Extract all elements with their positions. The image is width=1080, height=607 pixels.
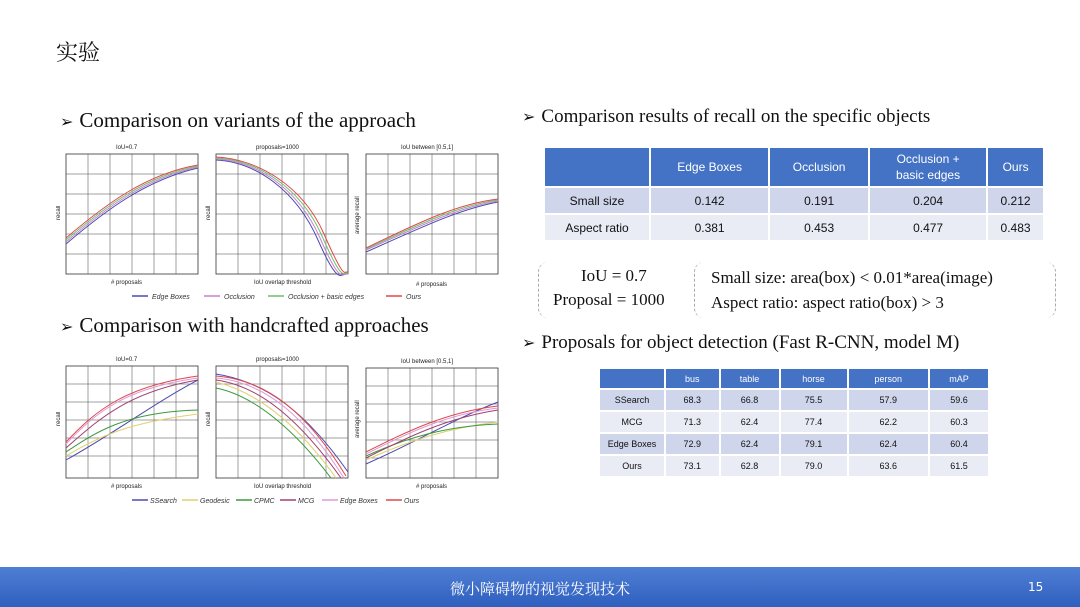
handcrafted-plot-2: [206, 357, 348, 490]
table-cell: 75.5: [781, 390, 847, 410]
table-cell: 62.4: [849, 434, 929, 454]
section-variants-heading: ➢ Comparison on variants of the approach: [60, 108, 416, 132]
section-detection-text: Proposals for object detection (Fast R-CNN, model M): [541, 332, 960, 353]
table-header-cell: Occlusion + basic edges: [870, 148, 986, 186]
x-label: # proposals: [416, 282, 448, 288]
table-header-cell: Edge Boxes: [651, 148, 768, 186]
handcrafted-legend: [132, 498, 420, 505]
table-cell: 0.477: [870, 215, 986, 240]
table-cell: Small size: [545, 188, 649, 213]
y-label: recall: [206, 411, 212, 426]
table-cell: 0.142: [651, 188, 768, 213]
plot-title: IoU=0.7: [116, 145, 138, 151]
x-label: # proposals: [111, 280, 143, 286]
legend-label: Edge Boxes: [340, 498, 378, 505]
table-cell: 60.3: [930, 412, 988, 432]
table-cell: 79.1: [781, 434, 847, 454]
plot-title: IoU=0.7: [116, 357, 138, 363]
handcrafted-figure: [56, 352, 506, 512]
table-cell: 77.4: [781, 412, 847, 432]
table-cell: 61.5: [930, 456, 988, 476]
table-cell: 60.4: [930, 434, 988, 454]
section-detection-heading: ➢ Proposals for object detection (Fast R-CNN, model M): [522, 332, 960, 353]
variants-plot-1: [56, 145, 198, 286]
plot-title: IoU between [0.5,1]: [401, 145, 454, 151]
table-cell: 79.0: [781, 456, 847, 476]
table-header-cell: horse: [781, 369, 847, 388]
table-cell: 66.8: [721, 390, 779, 410]
legend-label: Occlusion + basic edges: [288, 294, 365, 301]
detection-table: [598, 367, 990, 478]
table-header-row: [600, 369, 988, 388]
table-cell: Edge Boxes: [600, 434, 664, 454]
note-right-box: [694, 262, 1056, 318]
table-cell: 62.4: [721, 434, 779, 454]
table-cell: MCG: [600, 412, 664, 432]
variants-figure: [56, 140, 506, 308]
table-cell: 72.9: [666, 434, 719, 454]
y-label: average recall: [355, 196, 361, 234]
table-header-cell: Ours: [988, 148, 1043, 186]
page-number: 15: [1028, 580, 1044, 594]
table-row: [545, 188, 1043, 213]
table-header-cell: Occlusion: [770, 148, 868, 186]
table-cell: 68.3: [666, 390, 719, 410]
table-cell: 63.6: [849, 456, 929, 476]
y-label: recall: [206, 205, 212, 220]
table-cell: 57.9: [849, 390, 929, 410]
table-header-cell: table: [721, 369, 779, 388]
table-cell: SSearch: [600, 390, 664, 410]
legend-label: Geodesic: [200, 498, 230, 505]
note-proposal: Proposal = 1000: [553, 290, 665, 309]
table-row: [600, 390, 988, 410]
table-cell: 62.8: [721, 456, 779, 476]
table-cell: 0.483: [988, 215, 1043, 240]
table-cell: 73.1: [666, 456, 719, 476]
section-variants-text: Comparison on variants of the approach: [79, 108, 416, 132]
table-cell: 71.3: [666, 412, 719, 432]
table-row: [600, 434, 988, 454]
variants-plot-3: [355, 145, 498, 288]
table-cell: 59.6: [930, 390, 988, 410]
y-label: average recall: [355, 400, 361, 438]
plot-title: IoU between [0.5,1]: [401, 359, 454, 365]
variants-legend: [132, 294, 422, 301]
section-recall-text: Comparison results of recall on the specific objects: [541, 106, 931, 127]
handcrafted-plot-3: [355, 359, 498, 490]
table-row: [600, 412, 988, 432]
table-header-cell: [545, 148, 649, 186]
plot-title: proposals=1000: [256, 357, 299, 363]
x-label: # proposals: [416, 484, 448, 490]
section-handcrafted-heading: ➢ Comparison with handcrafted approaches: [60, 313, 429, 337]
table-cell: Ours: [600, 456, 664, 476]
table-cell: 0.381: [651, 215, 768, 240]
table-cell: 0.212: [988, 188, 1043, 213]
legend-label: MCG: [298, 498, 315, 505]
note-iou: IoU = 0.7: [581, 266, 647, 285]
recall-table: [543, 146, 1045, 242]
table-row: [600, 456, 988, 476]
section-recall-heading: ➢ Comparison results of recall on the specific objects: [522, 106, 931, 127]
table-cell: 0.453: [770, 215, 868, 240]
note-left-box: [538, 262, 693, 318]
footer-title: 微小障碍物的视觉发现技术: [449, 580, 630, 598]
section-handcrafted-text: Comparison with handcrafted approaches: [79, 313, 429, 337]
note-small-size: Small size: area(box) < 0.01*area(image): [711, 268, 993, 287]
table-cell: 62.4: [721, 412, 779, 432]
table-header-row: [545, 148, 1043, 186]
handcrafted-plot-1: [56, 357, 198, 490]
table-row: [545, 215, 1043, 240]
x-label: IoU overlap threshold: [254, 280, 312, 286]
table-cell: 62.2: [849, 412, 929, 432]
legend-label: SSearch: [150, 498, 177, 505]
table-cell: 0.204: [870, 188, 986, 213]
y-label: recall: [56, 205, 62, 220]
table-header-cell: bus: [666, 369, 719, 388]
footer-bar: [0, 567, 1080, 607]
legend-label: Ours: [404, 498, 420, 505]
variants-plot-2: [206, 145, 348, 286]
table-cell: 0.191: [770, 188, 868, 213]
table-header-cell: [600, 369, 664, 388]
legend-label: CPMC: [254, 498, 275, 505]
x-label: IoU overlap threshold: [254, 484, 312, 490]
y-label: recall: [56, 411, 62, 426]
plot-title: proposals=1000: [256, 145, 299, 151]
table-header-cell: mAP: [930, 369, 988, 388]
legend-label: Edge Boxes: [152, 294, 190, 301]
legend-label: Ours: [406, 294, 422, 301]
slide-title: 实验: [56, 41, 101, 66]
legend-label: Occlusion: [224, 294, 255, 301]
table-header-cell: person: [849, 369, 929, 388]
note-aspect-ratio: Aspect ratio: aspect ratio(box) > 3: [711, 293, 944, 312]
table-cell: Aspect ratio: [545, 215, 649, 240]
x-label: # proposals: [111, 484, 143, 490]
